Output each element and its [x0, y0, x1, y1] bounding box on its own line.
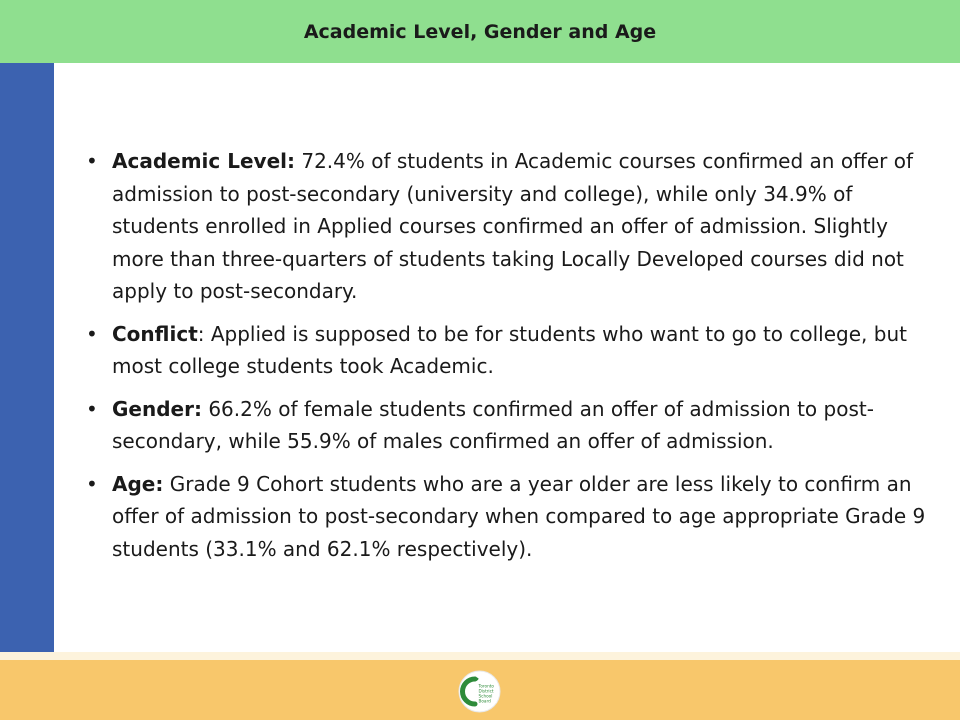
slide-title: Academic Level, Gender and Age	[303, 20, 657, 43]
bullet-age	[86, 468, 926, 566]
bullet-text: : Applied is supposed to be for students who want to go to college, but most college students took Academic.	[112, 321, 907, 378]
bullet-conflict	[86, 318, 926, 383]
bullet-text: Grade 9 Cohort students who are a year older are less likely to confirm an offer of admission to post-secondary when compared to age appropriate Grade 9 students (33.1% and 62.1% respectively).	[112, 471, 926, 561]
bullet-list	[86, 145, 926, 565]
footer-divider	[0, 652, 960, 660]
bullet-text: 72.4% of students in Academic courses confirmed an offer of admission to post-secondary (university and college), while only 34.9% of students enrolled in Applied courses confirmed an offer of admission. Slightly more than three-quarters of students taking Locally Developed courses did not apply to post-secondary.	[112, 149, 913, 303]
bullet-text: 66.2% of female students confirmed an offer of admission to post-secondary, while 55.9% of males confirmed an offer of admission.	[112, 396, 874, 453]
bullet-icon: •	[86, 149, 98, 173]
bullet-gender	[86, 393, 926, 458]
left-accent-bar	[0, 63, 54, 652]
bullet-lead: Age:	[112, 471, 164, 496]
bullet-academic-level	[86, 145, 926, 308]
logo-text-line: District	[478, 688, 494, 694]
title-bar	[0, 0, 960, 63]
bullet-icon: •	[86, 471, 98, 496]
logo-text-line: Board	[478, 698, 491, 704]
logo-text-line: Toronto	[478, 683, 494, 689]
bullet-icon: •	[86, 396, 98, 421]
school-board-logo-icon	[458, 670, 501, 713]
bullet-lead: Academic Level:	[112, 149, 295, 173]
logo-text-line: School	[478, 693, 493, 699]
bullet-lead: Conflict	[112, 321, 198, 346]
bullet-lead: Gender:	[112, 396, 202, 421]
slide-content	[86, 145, 926, 575]
bullet-icon: •	[86, 321, 98, 346]
